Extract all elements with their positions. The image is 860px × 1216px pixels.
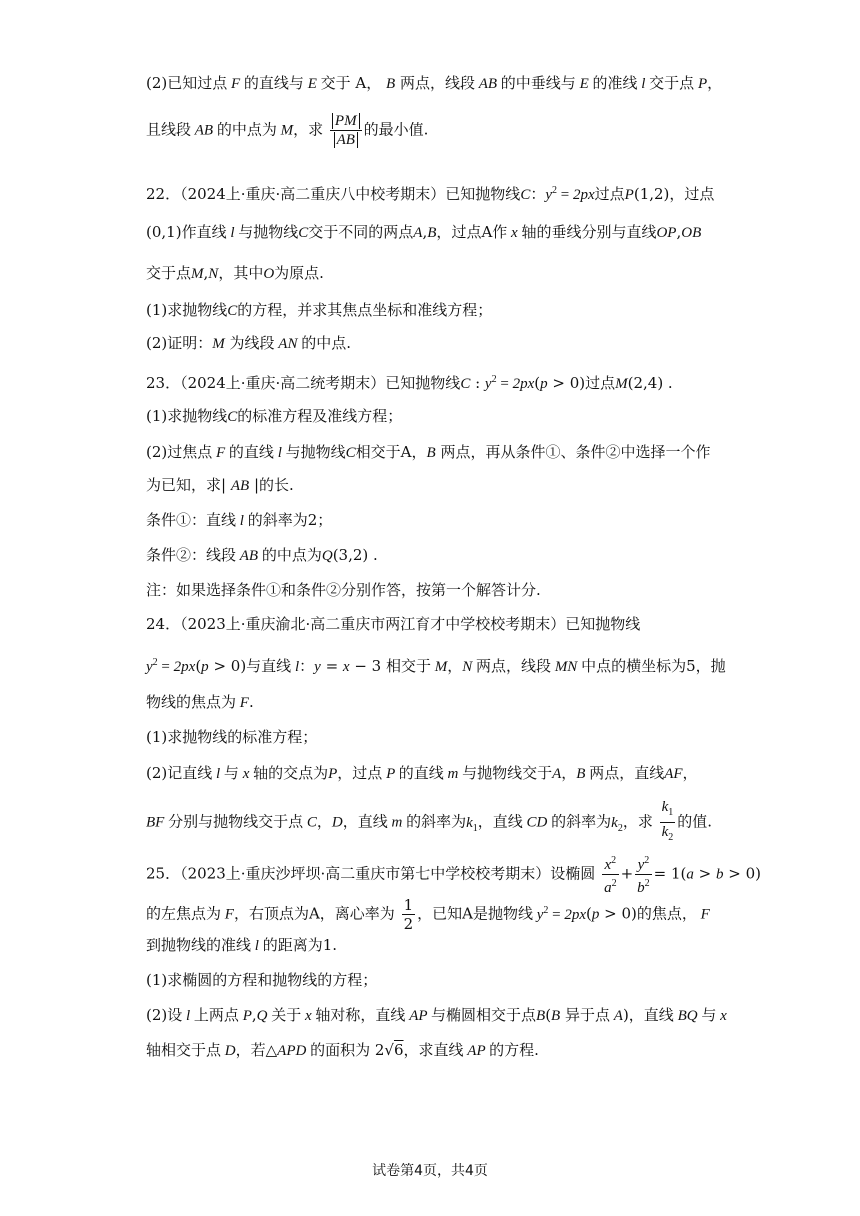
- problem-24-part2-line2: BF 分别与抛物线交于点 C，D，直线 m 的斜率为$k_1$，直线 CD 的斜率为$k_2$，求 $\frac{k_1}{k_2}$ 的值.: [146, 798, 712, 847]
- problem-25-part2-line1: (2)设 l 上两点 P,Q 关于 x 轴对称，直线 AP 与椭圆相交于点B(B 异于点 A)，直线 BQ 与 x: [146, 1006, 727, 1024]
- problem-23-condition2: 条件②：线段 AB 的中点为Q(3,2) .: [146, 546, 378, 564]
- problem-24-line2: $y^2 = 2px(p > 0)$与直线 l：y = x − 3 相交于 M，N 两点，线段 MN 中点的横坐标为5，抛: [146, 657, 726, 675]
- problem-23-line1: 23．（2024上·重庆·高二统考期末）已知抛物线C : $y^2 = 2px(p > 0)$过点M(2,4) .: [146, 374, 673, 392]
- page-footer: 试卷第4页，共4页: [372, 1163, 488, 1179]
- ellipse-x-term: $\frac{x^2}{a^2}$: [602, 852, 619, 897]
- problem-22-part2: (2)证明：M 为线段 AN 的中点.: [146, 334, 351, 352]
- q21-part2-line1: (2)已知过点 F 的直线与 E 交于 A， B 两点，线段 AB 的中垂线与 E 的准线 l 交于点 P，: [146, 74, 723, 92]
- pm-over-ab-fraction: $\frac{PM}{AB}$: [330, 112, 362, 149]
- problem-23-note: 注：如果选择条件①和条件②分别作答，按第一个解答计分.: [146, 581, 541, 599]
- problem-22-line2: (0,1)作直线 l 与抛物线C交于不同的两点A,B，过点A作 x 轴的垂线分别与直线OP,OB: [146, 223, 702, 241]
- problem-25-line1: 25．（2023上·重庆沙坪坝·高二重庆市第七中学校校考期末）设椭圆 $\frac{x^2}{a^2}$ + $\frac{y^2}{b^2}$ = 1(a > b > 0): [146, 852, 761, 897]
- problem-23-part2-line2: 为已知，求| AB |的长.: [146, 476, 294, 494]
- q21-part2-line2: 且线段 AB 的中点为 M，求 $\frac{PM}{AB}$ 的最小值.: [146, 113, 429, 148]
- problem-22-part1: (1)求抛物线C的方程，并求其焦点坐标和准线方程；: [146, 301, 493, 319]
- problem-25-line2: 的左焦点为 F，右顶点为A，离心率为 $\frac{1}{2}$ ，已知A是抛物线 $y^2 = 2px(p > 0)$的焦点， F: [146, 896, 710, 933]
- problem-25-part2-line2: 轴相交于点 D，若△APD 的面积为 2√6，求直线 AP 的方程.: [146, 1041, 539, 1059]
- problem-23-part1: (1)求抛物线C的标准方程及准线方程；: [146, 407, 403, 425]
- problem-25-line3: 到抛物线的准线 l 的距离为1.: [146, 936, 337, 954]
- eccentricity-fraction: $\frac{1}{2}$: [403, 896, 414, 933]
- problem-22-line3: 交于点M,N，其中O为原点.: [146, 264, 324, 282]
- problem-24-line1: 24．（2023上·重庆渝北·高二重庆市两江育才中学校校考期末）已知抛物线: [146, 615, 641, 633]
- problem-24-part2-line1: (2)记直线 l 与 x 轴的交点为P，过点 P 的直线 m 与抛物线交于A，B 两点，直线AF，: [146, 764, 698, 782]
- problem-23-condition1: 条件①：直线 l 的斜率为2；: [146, 511, 333, 529]
- problem-25-part1: (1)求椭圆的方程和抛物线的方程；: [146, 971, 378, 989]
- problem-22-line1: 22．（2024上·重庆·高二重庆八中校考期末）已知抛物线C：$y^2 = 2px$过点P(1,2)，过点: [146, 185, 715, 203]
- problem-24-part1: (1)求抛物线的标准方程；: [146, 728, 318, 746]
- k1-over-k2-fraction: $\frac{k_1}{k_2}$: [661, 799, 674, 843]
- problem-24-line3: 物线的焦点为 F.: [146, 693, 254, 711]
- ellipse-y-term: $\frac{y^2}{b^2}$: [635, 852, 652, 897]
- problem-23-part2-line1: (2)过焦点 F 的直线 l 与抛物线C相交于A，B 两点，再从条件①、条件②中选择一个作: [146, 443, 711, 461]
